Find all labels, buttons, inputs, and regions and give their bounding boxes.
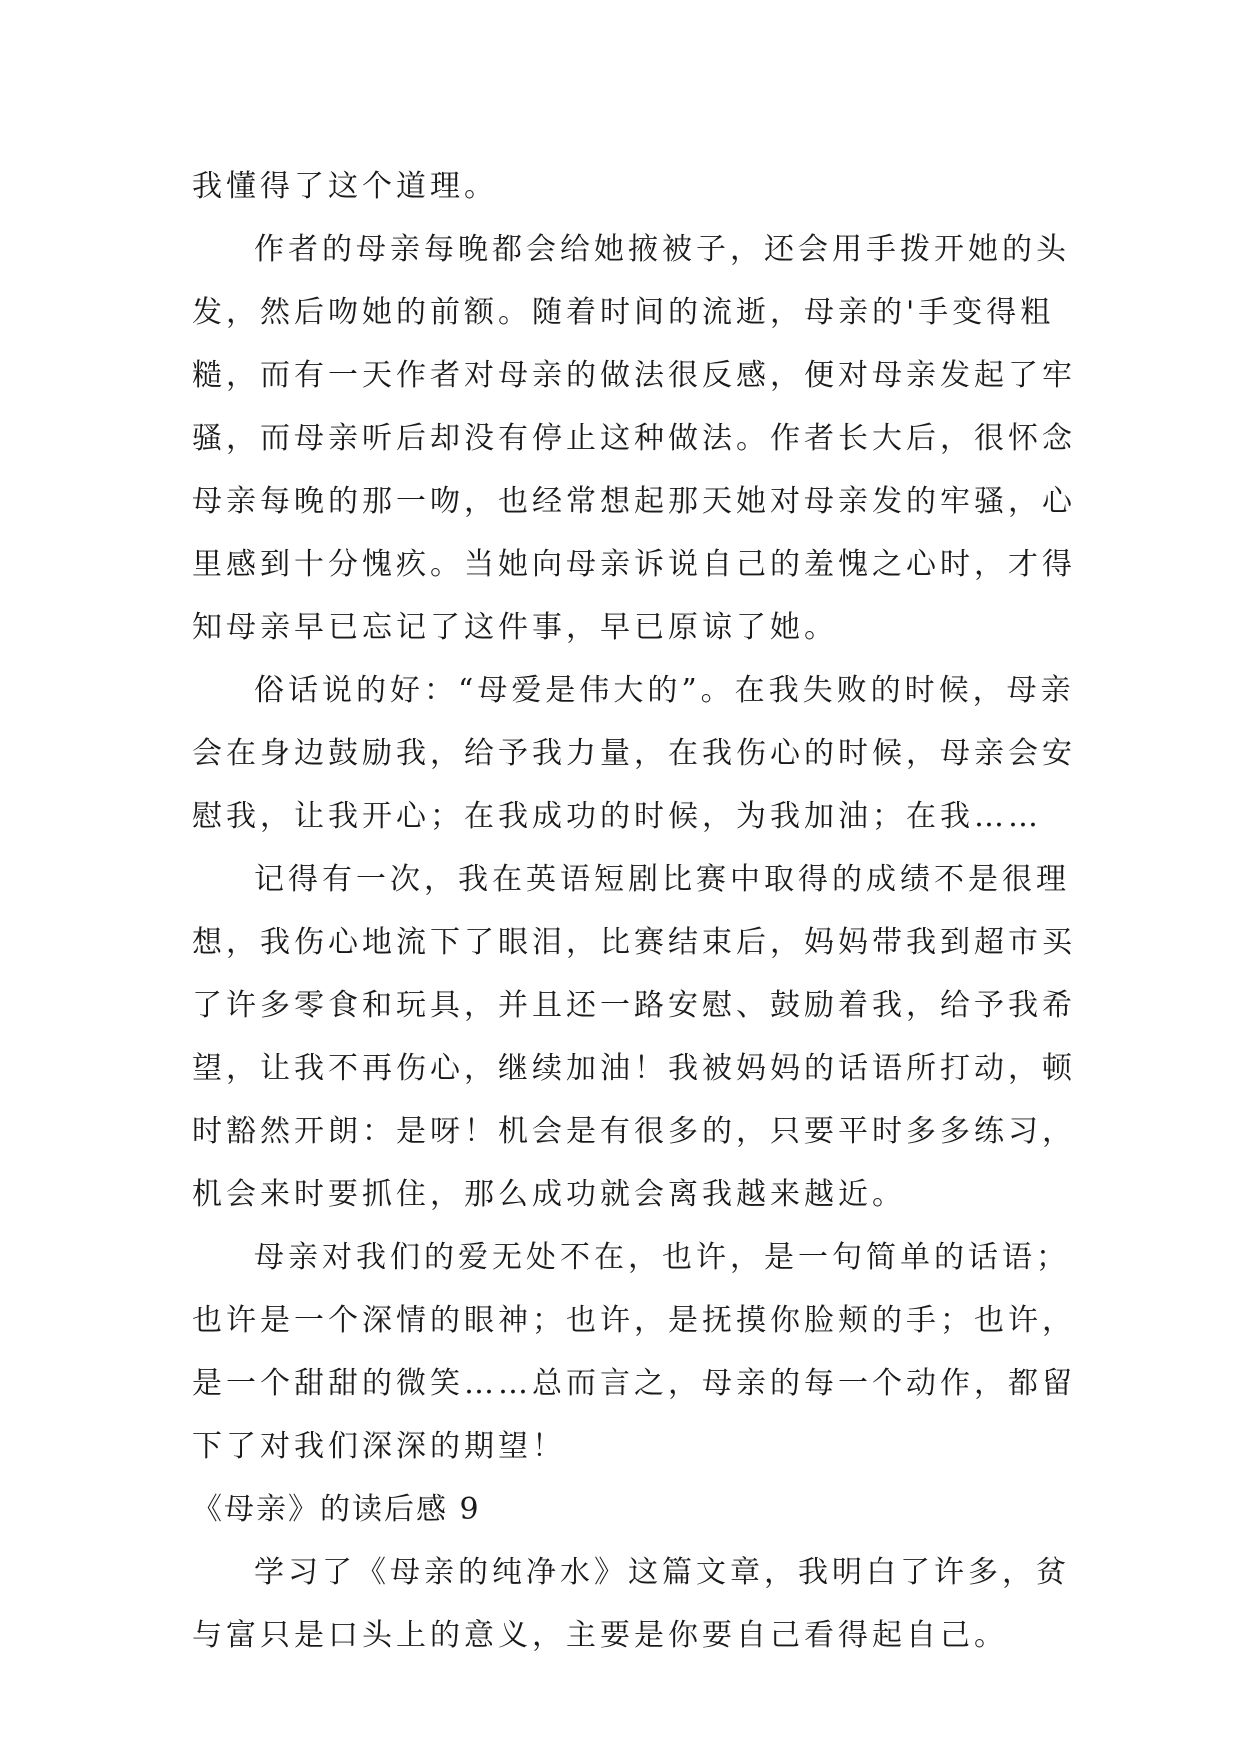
section-heading: 《母亲》的读后感 9 <box>192 1492 481 1527</box>
paragraph-line: 与富只是口头上的意义，主要是你要自己看得起自己。 <box>192 1618 1008 1653</box>
paragraph-line: 学习了《母亲的纯净水》这篇文章，我明白了许多，贫 <box>254 1555 1070 1590</box>
paragraph-line: 发，然后吻她的前额。随着时间的流逝，母亲的'手变得粗 <box>192 295 1055 330</box>
paragraph-line: 会在身边鼓励我，给予我力量，在我伤心的时候，母亲会安 <box>192 736 1076 771</box>
paragraph-line: 母亲对我们的爱无处不在，也许，是一句简单的话语； <box>254 1240 1070 1275</box>
paragraph-line: 作者的母亲每晚都会给她掖被子，还会用手拨开她的头 <box>254 232 1070 267</box>
paragraph-line: 想，我伤心地流下了眼泪，比赛结束后，妈妈带我到超市买 <box>192 925 1076 960</box>
document-body <box>192 155 1076 1667</box>
paragraph-line: 里感到十分愧疚。当她向母亲诉说自己的羞愧之心时，才得 <box>192 547 1076 582</box>
paragraph-line: 记得有一次，我在英语短剧比赛中取得的成绩不是很理 <box>254 862 1070 897</box>
paragraph-line: 是一个甜甜的微笑……总而言之，母亲的每一个动作，都留 <box>192 1366 1076 1401</box>
paragraph-line: 也许是一个深情的眼神；也许，是抚摸你脸颊的手；也许， <box>192 1303 1076 1338</box>
paragraph-line: 骚，而母亲听后却没有停止这种做法。作者长大后，很怀念 <box>192 421 1076 456</box>
paragraph-line: 母亲每晚的那一吻，也经常想起那天她对母亲发的牢骚，心 <box>192 484 1076 519</box>
paragraph-line: 糙，而有一天作者对母亲的做法很反感，便对母亲发起了牢 <box>192 358 1076 393</box>
paragraph-line: 知母亲早已忘记了这件事，早已原谅了她。 <box>192 610 838 645</box>
paragraph-line: 望，让我不再伤心，继续加油！我被妈妈的话语所打动，顿 <box>192 1051 1076 1086</box>
paragraph-line: 慰我，让我开心；在我成功的时候，为我加油；在我…… <box>192 799 1042 834</box>
paragraph-line: 俗话说的好：“母爱是伟大的”。在我失败的时候，母亲 <box>254 673 1075 708</box>
paragraph-line: 我懂得了这个道理。 <box>192 169 498 204</box>
paragraph-line: 时豁然开朗：是呀！机会是有很多的，只要平时多多练习， <box>192 1114 1076 1149</box>
paragraph-line: 下了对我们深深的期望！ <box>192 1429 566 1464</box>
paragraph-line: 机会来时要抓住，那么成功就会离我越来越近。 <box>192 1177 906 1212</box>
paragraph-line: 了许多零食和玩具，并且还一路安慰、鼓励着我，给予我希 <box>192 988 1076 1023</box>
